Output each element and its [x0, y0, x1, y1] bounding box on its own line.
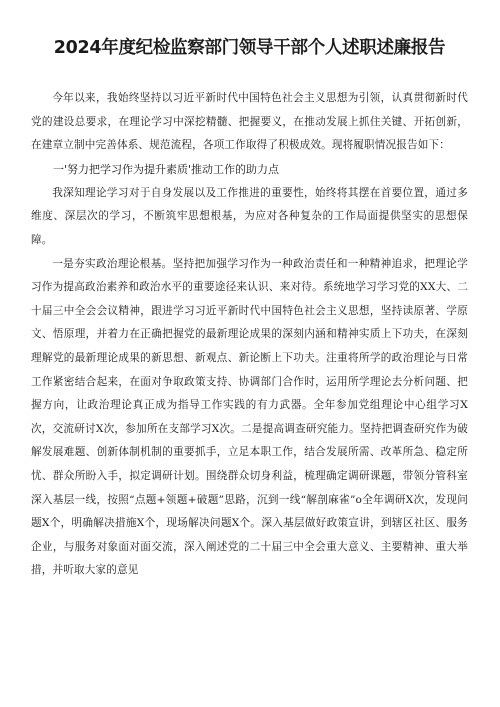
document-title: 2024年度纪检监察部门领导干部个人述职述廉报告 [53, 38, 446, 58]
section-paragraph-1: 我深知理论学习对于自身发展以及工作推进的重要性，始终将其摆在首要位置，通过多维度、深层次的学习，不断筑牢思想根基，为应对各种复杂的工作局面提供坚实的思想保障。 [31, 186, 468, 246]
section-heading: 一'努力把学习作为提升素质'推动工作的助力点 [53, 162, 280, 176]
section-paragraph-2: 一是夯实政治理论根基。坚持把加强学习作为一种政治责任和一种精神追求，把理论学习作为提高政治素养和政治水平的重要途径来认识、来对待。系统地学习学习党的XX大、二十届三中全会会议精神，跟进学习习近平新时代中国特色社会主义思想，坚持读原著、学原文、悟原理，并着力在正确把握党的最新理论成果的深刻内涵和精神实质上下功夫，在深刻理解党的最新理论成果的新思想、新观点、新论断上下功夫。注重将所学的政治理论与日常工作紧密结合起来，在面对争取政策支持、协调部门合作时，运用所学理论去分析问题、把握方向，让政治理论真正成为指导工作实践的有力武器。全年参加党组理论中心组学习X次，交流研讨X次，参加所在支部学习X次。二是提高调查研究能力。坚持把调查研究作为破解发展难题、创新体制机制的重要抓手，立足本职工作，结合发展所需、改革所急、稳定所忧、群众所盼入手，拟定调研计划。围绕群众切身利益，梳理确定调研课题，带领分管科室深入基层一线，按照“点题+领题+破题”思路，沉到一线“解剖麻雀”o全年调研X次，发现问题X个，明确解决措施X个，现场解决问题X个。深入基层做好政策宣讲，到辖区社区、服务企业，与服务对象面对面交流，深入阐述党的二十届三中全会重大意义、主要精神、重大举措，并听取大家的意见 [31, 257, 468, 577]
intro-paragraph: 今年以来，我始终坚持以习近平新时代中国特色社会主义思想为引领，认真贯彻新时代党的建设总要求，在理论学习中深挖精髓、把握要义，在推动发展上抓住关键、开拓创新，在建章立制中完善体系、规范流程，各项工作取得了积极成效。现将履职情况报告如下： [31, 92, 468, 152]
